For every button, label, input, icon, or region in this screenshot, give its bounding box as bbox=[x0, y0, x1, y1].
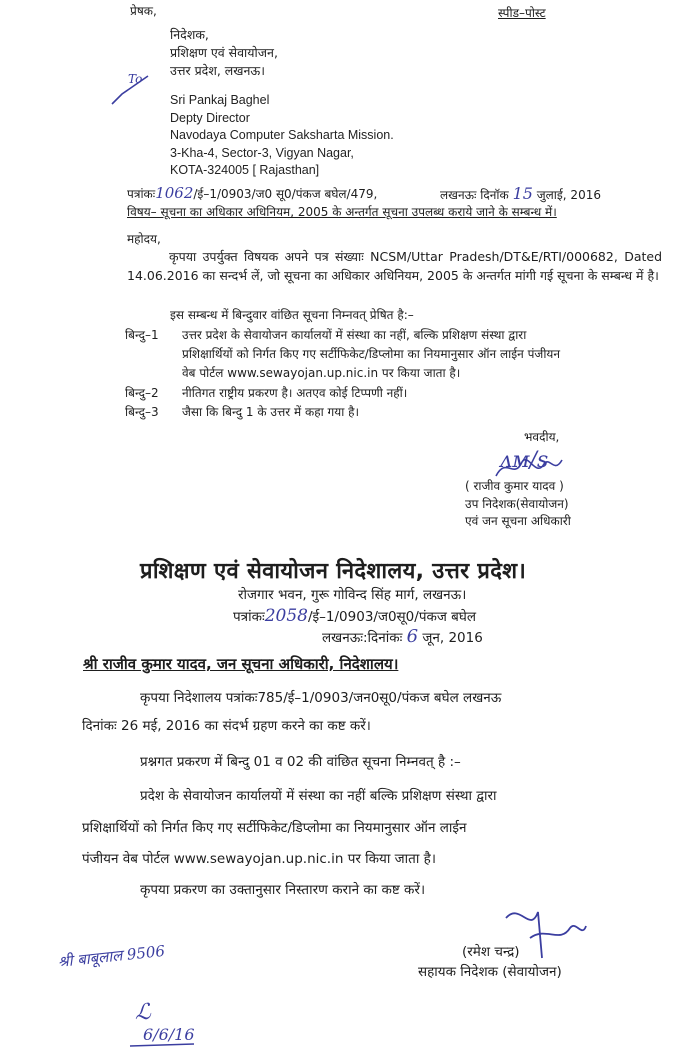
memo-para3-line1: प्रदेश के सेवायोजन कार्यालयों में संस्था का नहीं बल्कि प्रशिक्षण संस्था द्वारा bbox=[140, 788, 497, 804]
memo-ref-handwritten: 2058 bbox=[264, 606, 308, 626]
point-1-label: बिन्दु–1 bbox=[125, 328, 159, 342]
memo-para1-line2: दिनांकः 26 मई, 2016 का संदर्भ ग्रहण करने का कष्ट करें। bbox=[82, 718, 371, 734]
memo-heading: प्रशिक्षण एवं सेवायोजन निदेशालय, उत्तर प्रदेश। bbox=[140, 559, 527, 584]
date-prefix: लखनऊः दिनॉक bbox=[440, 188, 509, 202]
closing: भवदीय, bbox=[524, 430, 560, 444]
memo-para3-line2: प्रशिक्षार्थियों को निर्गत किए गए सर्टीफिकेट/डिप्लोमा का नियमानुसार ऑन लाईन bbox=[82, 820, 467, 836]
recipient-line: Depty Director bbox=[170, 110, 250, 125]
recipient-line: Navodaya Computer Saksharta Mission. bbox=[170, 128, 394, 142]
letter-date bbox=[440, 184, 601, 203]
ref-prefix: पत्रांकः bbox=[127, 187, 156, 201]
handwritten-underline-icon bbox=[128, 1040, 198, 1052]
point-2-label: बिन्दु–2 bbox=[125, 386, 159, 400]
memo-date-handwritten: 6 bbox=[406, 626, 419, 647]
point-2-text: नीतिगत राष्ट्रीय प्रकरण है। अतएव कोई टिप्पणी नहीं। bbox=[182, 386, 408, 400]
salutation: महोदय, bbox=[127, 232, 161, 246]
sender-line: प्रशिक्षण एवं सेवायोजन, bbox=[170, 45, 278, 60]
letter-paragraph-1: कृपया उपर्युक्त विषयक अपने पत्र संख्याः NCSM/Uttar Pradesh/DT&E/RTI/000682, Dated 14.06.2016 का सन्दर्भ लें, जो सूचना का अधिकार अधिनियम, 2005 के अन्तर्गत मांगी गई सूचना के सम्बन्ध में है। bbox=[127, 249, 662, 283]
signatory-line: ( राजीव कुमार यादव ) bbox=[465, 479, 564, 493]
recipient-block bbox=[170, 92, 394, 180]
handwritten-note-name: श्री बाबूलाल 9506 bbox=[57, 941, 166, 971]
point-line: प्रशिक्षार्थियों को निर्गत किए गए सर्टीफिकेट/डिप्लोमा का नियमानुसार ऑन लाईन पंजीयन bbox=[182, 347, 561, 361]
sender-line: उत्तर प्रदेश, लखनऊ। bbox=[170, 63, 265, 78]
point-3-text: जैसा कि बिन्दु 1 के उत्तर में कहा गया है। bbox=[182, 405, 360, 419]
date-rest: जुलाई, 2016 bbox=[536, 188, 601, 202]
memo-addressee: श्री राजीव कुमार यादव, जन सूचना अधिकारी, निदेशालय। bbox=[83, 655, 399, 673]
signatory-line: एवं जन सूचना अधिकारी bbox=[465, 514, 571, 528]
signature-initials: ᴧᴍ/s bbox=[500, 448, 549, 473]
speed-post-label: स्पीड–पोस्ट bbox=[498, 6, 546, 20]
memo-signatory-title: सहायक निदेशक (सेवायोजन) bbox=[418, 964, 562, 980]
memo-date-rest: जून, 2016 bbox=[422, 630, 483, 646]
memo-address: रोजगार भवन, गुरू गोविन्द सिंह मार्ग, लखनऊ। bbox=[238, 587, 467, 603]
point-line: वेब पोर्टल www.sewayojan.up.nic.in पर किया जाता है। bbox=[182, 366, 461, 380]
tick-mark-icon bbox=[108, 74, 154, 106]
memo-date-prefix: लखनऊः:दिनांकः bbox=[322, 630, 403, 646]
memo-ref-rest: /ई–1/0903/ज0सू0/पंकज बघेल bbox=[307, 609, 477, 625]
sender-line: निदेशक, bbox=[170, 27, 209, 42]
memo-reference bbox=[233, 606, 476, 626]
to-label: To bbox=[128, 72, 143, 86]
letter-paragraph-2: इस सम्बन्ध में बिन्दुवार वांछित सूचना निम्नवत् प्रेषित है:– bbox=[170, 308, 414, 322]
signatory-block bbox=[465, 478, 571, 531]
memo-date bbox=[322, 626, 483, 647]
memo-ref-prefix: पत्रांकः bbox=[233, 609, 265, 625]
recipient-line: 3-Kha-4, Sector-3, Vigyan Nagar, bbox=[170, 145, 354, 160]
ref-rest: /ई–1/0903/ज0 सू0/पंकज बघेल/479, bbox=[193, 187, 378, 201]
point-line: उत्तर प्रदेश के सेवायोजन कार्यालयों में संस्था का नहीं, बल्कि प्रशिक्षण संस्था द्वारा bbox=[182, 328, 527, 342]
signatory-line: उप निदेशक(सेवायोजन) bbox=[465, 496, 569, 511]
memo-para4: कृपया प्रकरण का उक्तानुसार निस्तारण कराने का कष्ट करें। bbox=[140, 882, 426, 898]
letter-reference bbox=[127, 184, 377, 202]
recipient-line: KOTA-324005 [ Rajasthan] bbox=[170, 163, 320, 177]
sender-block bbox=[170, 26, 278, 80]
sender-label: प्रेषक, bbox=[130, 4, 157, 18]
memo-para2: प्रश्नगत प्रकरण में बिन्दु 01 व 02 की वांछित सूचना निम्नवत् है :– bbox=[140, 754, 461, 770]
handwritten-note-date: 6/6/16 bbox=[143, 1025, 195, 1044]
point-1-text bbox=[182, 326, 560, 383]
memo-para3-line3: पंजीयन वेब पोर्टल www.sewayojan.up.nic.in पर किया जाता है। bbox=[82, 851, 436, 867]
letter-subject: विषय– सूचना का अधिकार अधिनियम, 2005 के अन्तर्गत सूचना उपलब्ध कराये जाने के सम्बन्ध में। bbox=[127, 205, 557, 219]
date-day-handwritten: 15 bbox=[512, 184, 533, 203]
point-3-label: बिन्दु–3 bbox=[125, 405, 159, 419]
recipient-line: Sri Pankaj Baghel bbox=[170, 93, 270, 107]
memo-signatory-name: (रमेश चन्द्र) bbox=[462, 944, 520, 960]
ref-number-handwritten: 1062 bbox=[155, 184, 194, 202]
memo-para1-line1: कृपया निदेशालय पत्रांकः785/ई–1/0903/जन0सू0/पंकज बघेल लखनऊ bbox=[140, 690, 502, 706]
handwritten-note-sign: ℒ bbox=[135, 1000, 151, 1025]
